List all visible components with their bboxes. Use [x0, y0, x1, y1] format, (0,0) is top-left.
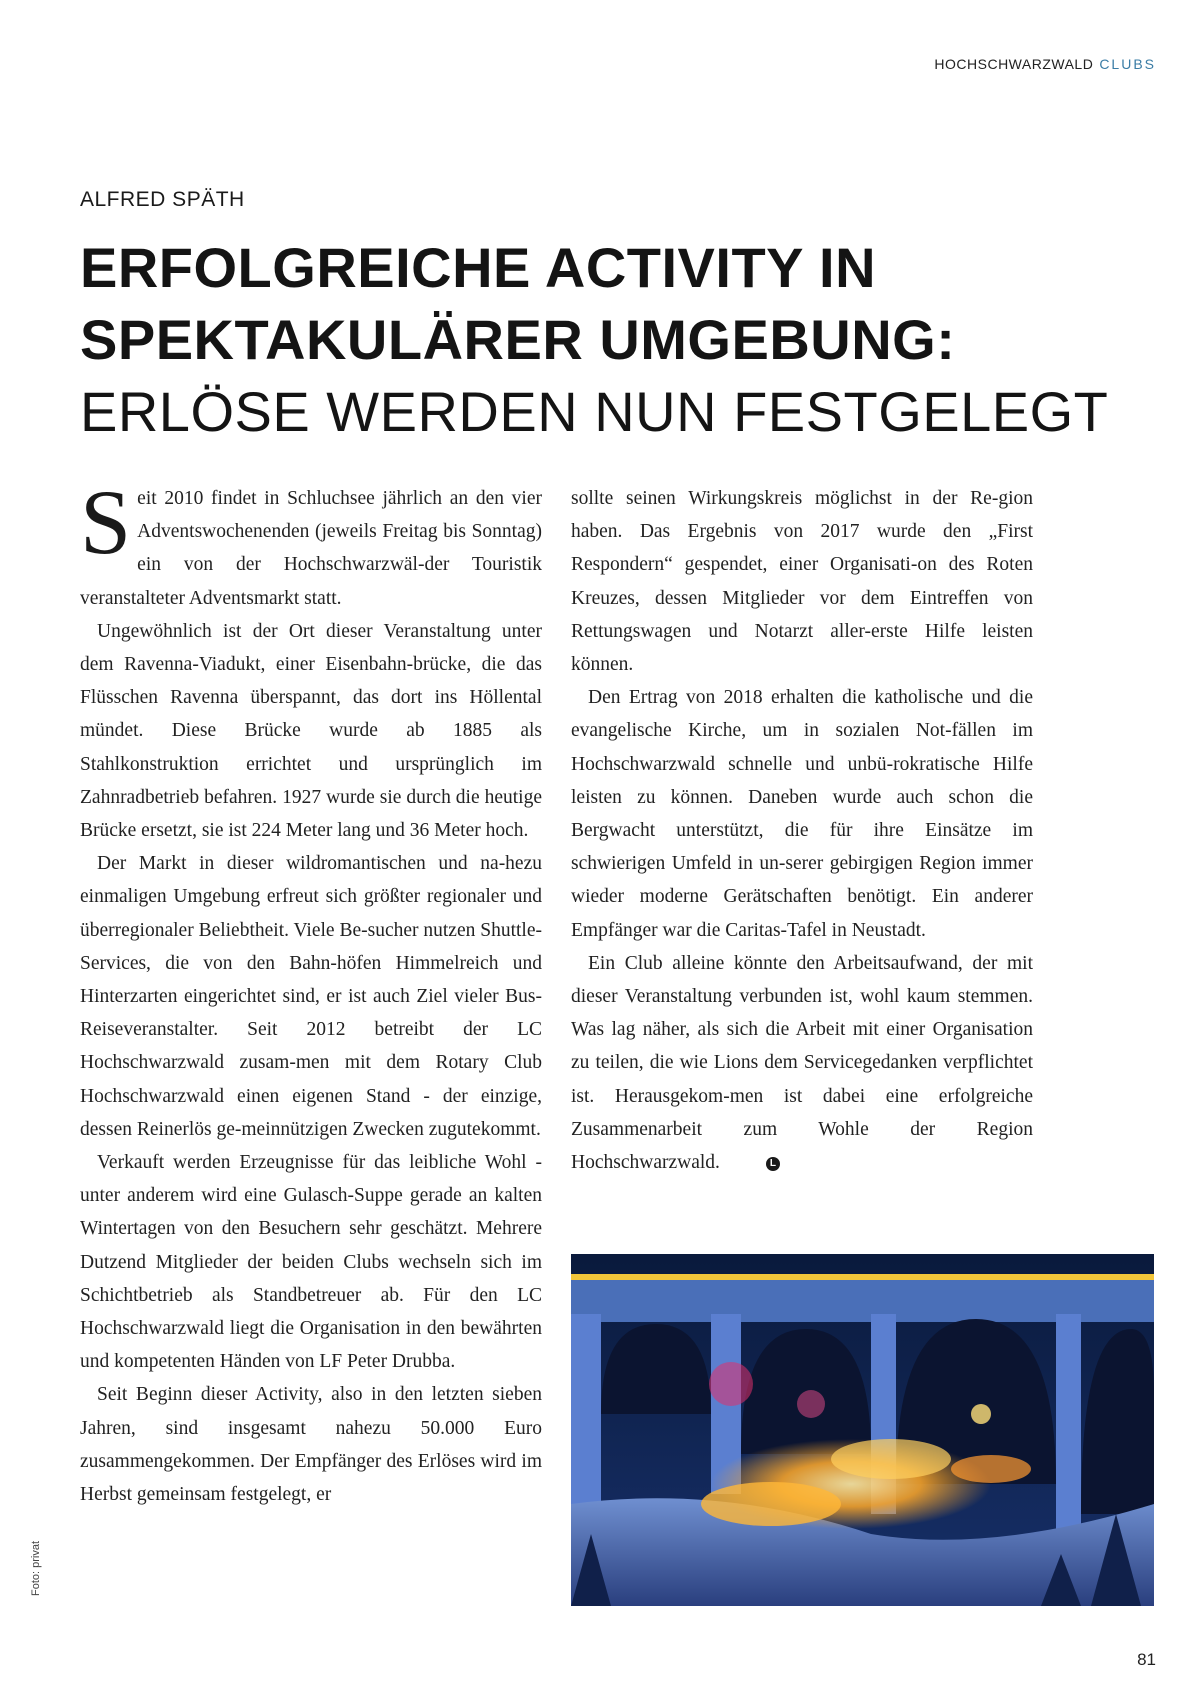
drop-cap: S	[80, 471, 132, 573]
headline	[80, 232, 1140, 448]
paragraph-3: Der Markt in dieser wildromantischen und na-hezu einmaligen Umgebung erfreut sich größter regionaler und überregionaler Beliebtheit. Viele Be-sucher nutzen Shuttle-Services, die von den Bahn-höfen Himmelreich und Hinterzarten eingerichtet sind, er ist auch Ziel vieler Bus-Reiseveranstalter. Seit 2012 betreibt der LC Hochschwarzwald zusam-men mit dem Rotary Club Hochschwarzwald einen eigenen Stand - der einzige, dessen Reinerlös ge-meinnützigen Zwecken zugutekommt.	[80, 853, 542, 1140]
paragraph-1-text: eit 2010 findet in Schluchsee jährlich an den vier Adventswochenenden (jeweils Freitag bis Sonntag) ein von der Hochschwarzwäl-der Touristik veranstalteter Adventsmarkt statt.	[80, 488, 542, 609]
paragraph-2: Ungewöhnlich ist der Ort dieser Veranstaltung unter dem Ravenna-Viadukt, einer Eisenbahn-brücke, die das Flüsschen Ravenna überspannt, das dort ins Höllental mündet. Diese Brücke wurde ab 1885 als Stahlkonstruktion errichtet und ursprünglich im Zahnradbetrieb befahren. 1927 wurde sie durch die heutige Brücke ersetzt, sie ist 224 Meter lang und 36 Meter hoch.	[80, 620, 542, 842]
paragraph-6: sollte seinen Wirkungskreis möglichst in der Re-gion haben. Das Ergebnis von 2017 wurde den „First Respondern“ gespendet, einer Organisati-on des Roten Kreuzes, dessen Mitglieder vor dem Eintreffen von Rettungswagen und Notarzt aller-erste Hilfe leisten können.	[571, 488, 1033, 676]
paragraph-8	[571, 947, 1033, 1179]
paragraph-1	[80, 471, 542, 615]
lions-end-mark-icon: L	[766, 1157, 780, 1171]
article-column-left	[80, 471, 542, 1511]
paragraph-8-text: Ein Club alleine könnte den Arbeitsaufwand, der mit dieser Veranstaltung verbunden ist, wohl kaum stemmen. Was lag näher, als sich die Arbeit mit einer Organisation zu teilen, die wie Lions dem Servicegedanken verpflichtet ist. Herausgekom-men ist dabei eine erfolgreiche Zusammenarbeit zum Wohle der Region Hochschwarzwald.	[571, 952, 1033, 1174]
headline-line-2: SPEKTAKULÄRER UMGEBUNG:	[80, 308, 956, 371]
photo-credit: Foto: privat	[30, 1540, 42, 1596]
headline-line-1: ERFOLGREICHE ACTIVITY IN	[80, 236, 877, 299]
header-section: HOCHSCHWARZWALD	[934, 56, 1094, 72]
paragraph-7: Den Ertrag von 2018 erhalten die katholische und die evangelische Kirche, um in sozialen Not-fällen im Hochschwarzwald schnelle und unbü-rokratische Hilfe leisten zu können. Daneben wurde auch schon die Bergwacht unterstützt, die für ihre Einsätze im schwierigen Umfeld in un-serer gebirgigen Region immer wieder moderne Gerätschaften benötigt. Ein anderer Empfänger war die Caritas-Tafel in Neustadt.	[571, 687, 1033, 941]
header-category: CLUBS	[1099, 56, 1156, 72]
headline-line-3: ERLÖSE WERDEN NUN FESTGELEGT	[80, 380, 1109, 443]
article-column-right	[571, 482, 1033, 1179]
paragraph-4: Verkauft werden Erzeugnisse für das leibliche Wohl - unter anderem wird eine Gulasch-Suppe gerade an kalten Wintertagen von den Besuchern sehr geschätzt. Mehrere Dutzend Mitglieder der beiden Clubs wechseln sich im Schichtbetrieb als Standbetreuer ab. Für den LC Hochschwarzwald liegt die Organisation in den bewährten und kompetenten Händen von LF Peter Drubba.	[80, 1152, 542, 1373]
paragraph-5: Seit Beginn dieser Activity, also in den letzten sieben Jahren, sind insgesamt nahezu 50.000 Euro zusammengekommen. Der Empfänger des Erlöses wird im Herbst gemeinsam festgelegt, er	[80, 1384, 542, 1506]
page-number: 81	[1137, 1650, 1156, 1669]
running-header	[934, 56, 1156, 72]
author-name: ALFRED SPÄTH	[80, 188, 245, 211]
viaduct-photo	[571, 1254, 1154, 1606]
